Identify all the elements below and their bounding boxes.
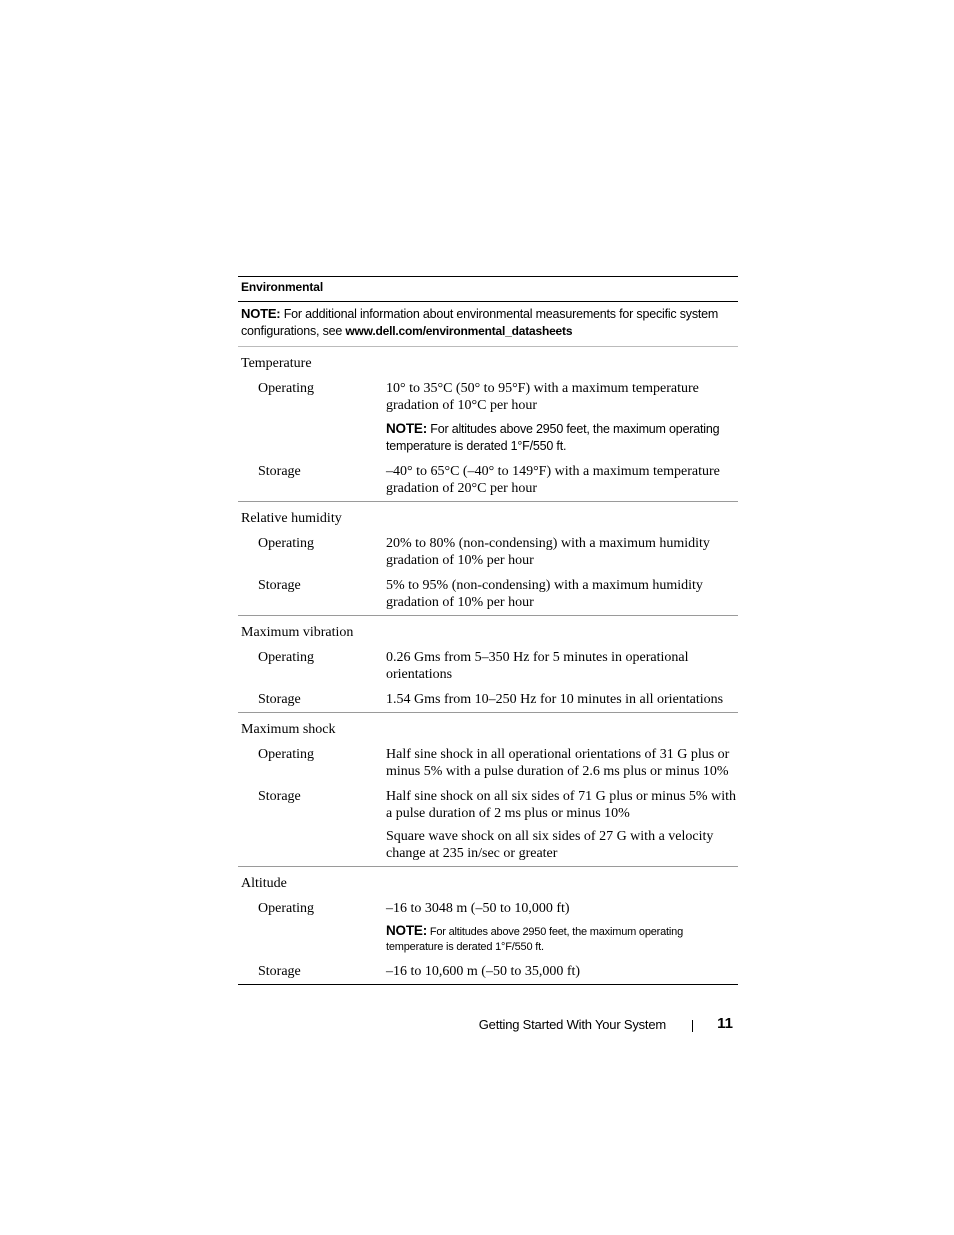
section-title: Maximum vibration xyxy=(241,625,354,640)
footer-separator xyxy=(692,1020,693,1032)
row-value: 0.26 Gms from 5–350 Hz for 5 minutes in operational orientations xyxy=(386,650,689,682)
environmental-spec-table xyxy=(238,276,738,985)
row-label: Storage xyxy=(258,789,301,804)
section-title: Maximum shock xyxy=(241,722,336,737)
row-value: –16 to 3048 m (–50 to 10,000 ft) xyxy=(386,901,570,916)
row-label: Storage xyxy=(258,964,301,979)
spec-row xyxy=(238,577,738,611)
row-value-cell xyxy=(366,746,738,780)
spec-section xyxy=(238,713,738,867)
row-value: 5% to 95% (non-condensing) with a maximum humidity gradation of 10% per hour xyxy=(386,578,703,610)
top-note xyxy=(238,302,738,347)
spec-row xyxy=(238,535,738,569)
row-value: 10° to 35°C (50° to 95°F) with a maximum temperature gradation of 10°C per hour xyxy=(386,381,699,413)
note-text: For additional information about environmental measurements for specific system configurations, see xyxy=(241,307,719,338)
spec-row xyxy=(238,900,738,955)
row-value: Half sine shock on all six sides of 71 G plus or minus 5% with a pulse duration of 2 ms plus or minus 10% xyxy=(386,789,736,821)
spec-section xyxy=(238,867,738,985)
row-value-cell xyxy=(366,691,738,708)
row-label: Operating xyxy=(258,381,314,396)
row-value: Square wave shock on all six sides of 27 G with a velocity change at 235 in/sec or greater xyxy=(386,829,714,861)
note-label: NOTE: xyxy=(386,923,427,938)
spec-row xyxy=(238,788,738,862)
row-value: –16 to 10,600 m (–50 to 35,000 ft) xyxy=(386,964,581,979)
spec-row xyxy=(238,746,738,780)
spec-row xyxy=(238,963,738,980)
section-title: Relative humidity xyxy=(241,511,342,526)
row-label: Storage xyxy=(258,692,301,707)
table-heading: Environmental xyxy=(238,277,738,302)
row-label: Storage xyxy=(258,578,301,593)
row-value-cell xyxy=(366,963,738,980)
row-label: Operating xyxy=(258,650,314,665)
row-value-cell xyxy=(366,900,738,955)
spec-row xyxy=(238,649,738,683)
row-value-cell xyxy=(366,535,738,569)
spec-section xyxy=(238,616,738,713)
row-value-cell xyxy=(366,380,738,455)
row-value: Half sine shock in all operational orientations of 31 G plus or minus 5% with a pulse duration of 2.6 ms plus or minus 10% xyxy=(386,747,730,779)
section-title: Temperature xyxy=(241,356,312,371)
note-text: For altitudes above 2950 feet, the maximum operating temperature is derated 1°F/550 ft. xyxy=(386,926,683,953)
spec-row xyxy=(238,463,738,497)
row-value-cell xyxy=(366,649,738,683)
row-label: Storage xyxy=(258,464,301,479)
note-label: NOTE: xyxy=(386,421,427,436)
row-value: 20% to 80% (non-condensing) with a maximum humidity gradation of 10% per hour xyxy=(386,536,710,568)
row-value: –40° to 65°C (–40° to 149°F) with a maximum temperature gradation of 20°C per hour xyxy=(386,464,720,496)
spec-section xyxy=(238,347,738,502)
row-value: 1.54 Gms from 10–250 Hz for 10 minutes in all orientations xyxy=(386,692,724,707)
row-label: Operating xyxy=(258,901,314,916)
datasheets-url: www.dell.com/environmental_datasheets xyxy=(345,324,573,338)
row-value-cell xyxy=(366,788,738,862)
spec-section xyxy=(238,502,738,616)
note-text: For altitudes above 2950 feet, the maximum operating temperature is derated 1°F/550 ft. xyxy=(386,422,720,453)
row-value-cell xyxy=(366,463,738,497)
page-number: 11 xyxy=(717,1015,733,1032)
section-title: Altitude xyxy=(241,876,287,891)
spec-row xyxy=(238,380,738,455)
row-label: Operating xyxy=(258,747,314,762)
page-footer xyxy=(0,1015,954,1035)
note-label: NOTE: xyxy=(241,306,281,321)
spec-row xyxy=(238,691,738,708)
row-note xyxy=(386,420,738,455)
row-value-cell xyxy=(366,577,738,611)
row-note xyxy=(386,923,738,955)
row-label: Operating xyxy=(258,536,314,551)
spec-sections xyxy=(238,347,738,985)
footer-title: Getting Started With Your System xyxy=(478,1017,666,1032)
